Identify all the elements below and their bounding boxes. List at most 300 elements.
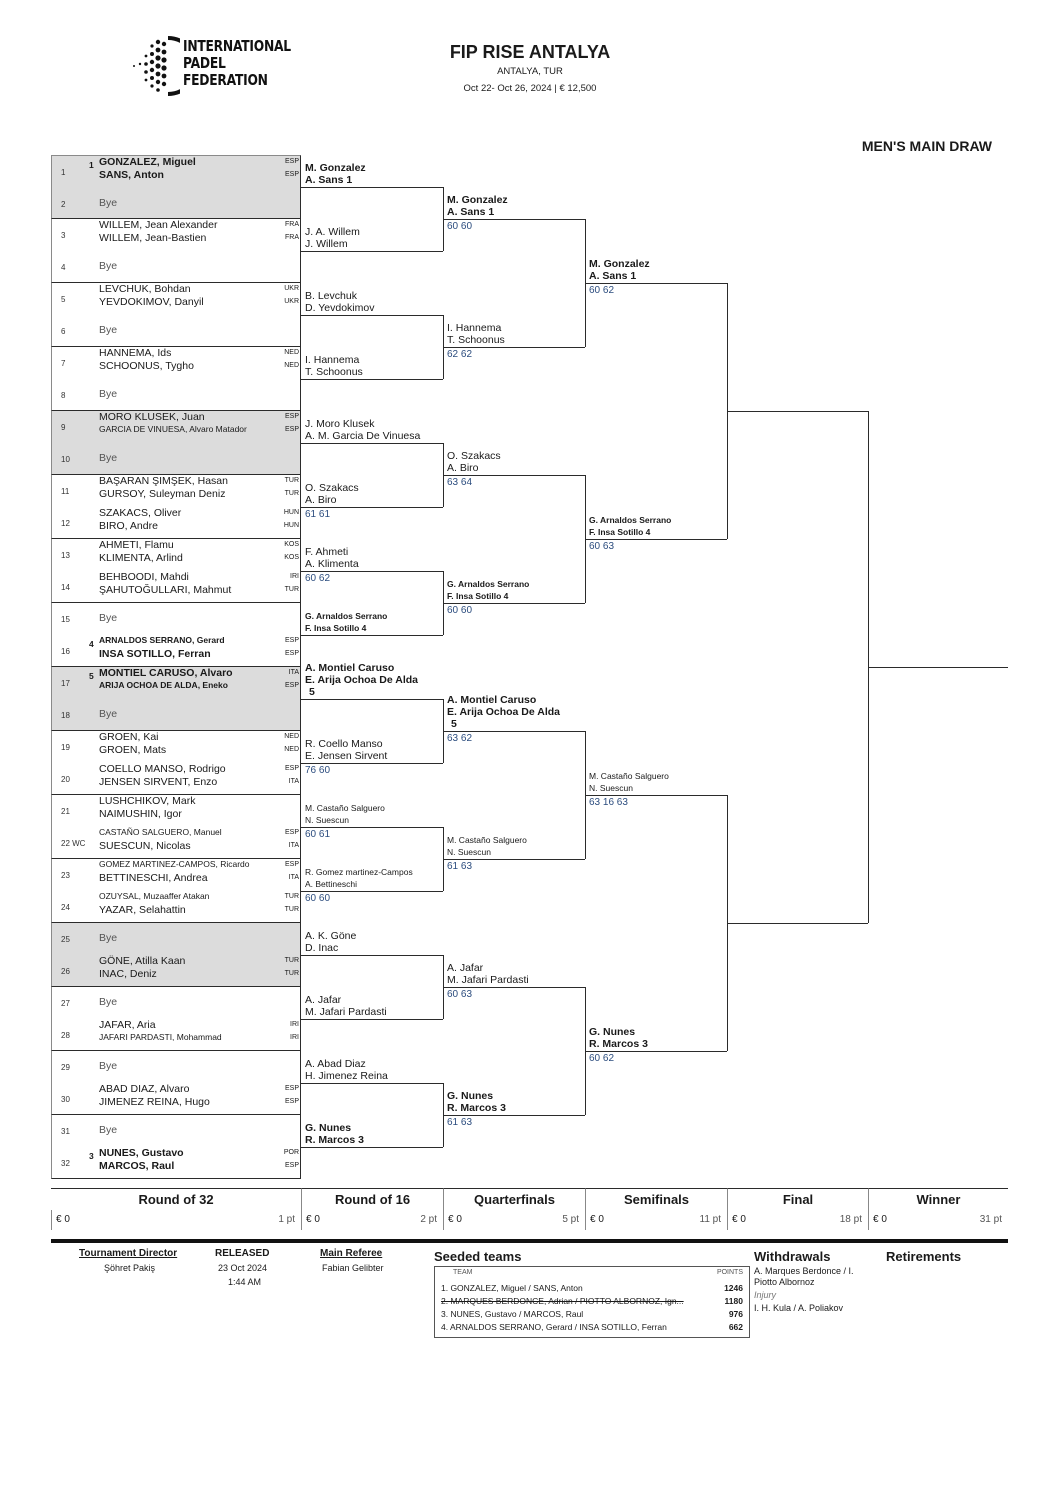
seed-row: 3. NUNES, Gustavo / MARCOS, Raul 976: [441, 1309, 743, 1319]
sf-winner-name: N. Suescun: [589, 783, 633, 793]
player-name: ŞAHUTOĞULLARI, Mahmut: [99, 584, 232, 596]
country-code: ESP: [284, 171, 299, 178]
draw-entry: [52, 763, 302, 795]
player-name: MARCOS, Raul: [99, 1160, 175, 1172]
seed-number: 5: [89, 671, 94, 681]
qf-winner-name: G. Arnaldos Serrano: [447, 579, 530, 589]
bye-label: Bye: [99, 1124, 118, 1136]
country-code: HUN: [283, 509, 299, 516]
player-name: JENSEN SIRVENT, Enzo: [99, 776, 218, 788]
country-code: KOS: [284, 541, 299, 548]
country-code: ESP: [284, 765, 299, 772]
r16-winner-name: F. Ahmeti: [305, 546, 349, 558]
draw-position: 3: [61, 231, 66, 240]
country-code: UKR: [284, 298, 299, 305]
r32-match-block: [51, 1115, 301, 1179]
draw-position: 2: [61, 200, 66, 209]
draw-position: 7: [61, 359, 66, 368]
sf-winner-name: G. Arnaldos Serrano: [589, 515, 672, 525]
sf-winner-name: R. Marcos 3: [589, 1038, 648, 1050]
country-code: NED: [284, 746, 299, 753]
r16-winner-name: D. Yevdokimov: [305, 302, 375, 314]
r32-match-block: [51, 667, 301, 731]
country-code: NED: [284, 362, 299, 369]
draw-entry: [52, 795, 302, 827]
match-score: 61 61: [305, 509, 331, 520]
r16-winner-name: G. Nunes: [305, 1122, 352, 1134]
country-code: TUR: [284, 477, 299, 484]
player-name: MONTIEL CARUSO, Alvaro: [99, 667, 233, 679]
draw-position: 8: [61, 391, 66, 400]
country-code: FRA: [285, 221, 299, 228]
r32-match-block: [51, 475, 301, 539]
country-code: NED: [284, 349, 299, 356]
draw-position: 12: [61, 519, 70, 528]
bracket-line: [443, 475, 585, 476]
match-score: 63 16 63: [589, 797, 628, 808]
player-name: ARIJA OCHOA DE ALDA, Eneko: [99, 680, 228, 690]
bracket-line: [301, 571, 443, 572]
player-name: NUNES, Gustavo: [99, 1147, 184, 1159]
draw-position: 26: [61, 967, 70, 976]
draw-entry: [52, 219, 302, 251]
country-code: TUR: [284, 893, 299, 900]
ranking-points: 5 pt: [562, 1214, 579, 1225]
player-name: YAZAR, Selahattin: [99, 904, 186, 916]
r16-winner-name: I. Hannema: [305, 354, 360, 366]
draw-entry: [52, 987, 302, 1019]
seed-number: 3: [89, 1151, 94, 1161]
country-code: NED: [284, 733, 299, 740]
draw-position: 27: [61, 999, 70, 1008]
r16-winner-name: H. Jimenez Reina: [305, 1070, 388, 1082]
seed-row: 2. MARQUES BERDONCE, Adrian / PIOTTO ALBORNOZ, Ign... 1180: [441, 1296, 743, 1306]
match-score: 60 60: [305, 893, 331, 904]
prize-money: € 0: [732, 1214, 746, 1225]
r32-match-block: [51, 859, 301, 923]
player-name: LUSHCHIKOV, Mark: [99, 795, 196, 807]
qf-winner-name: A. Montiel Caruso: [447, 694, 537, 706]
bracket-line: [301, 1019, 443, 1020]
country-code: ESP: [284, 829, 299, 836]
draw-position: 14: [61, 583, 70, 592]
player-name: GARCIA DE VINUESA, Alvaro Matador: [99, 424, 247, 434]
draw-entry: [52, 603, 302, 635]
draw-entry: [52, 1115, 302, 1147]
draw-position: 32: [61, 1159, 70, 1168]
country-code: KOS: [284, 554, 299, 561]
draw-position: 5: [61, 295, 66, 304]
bye-label: Bye: [99, 260, 118, 272]
bracket-line: [301, 891, 443, 892]
player-name: SANS, Anton: [99, 169, 164, 181]
sf-winner-name: M. Castaño Salguero: [589, 771, 669, 781]
bracket-line: [443, 219, 585, 220]
ranking-points: 1 pt: [278, 1214, 295, 1225]
draw-title: MEN'S MAIN DRAW: [861, 138, 992, 154]
bracket-line: [301, 507, 443, 508]
draw-position: 16: [61, 647, 70, 656]
draw-position: 22 WC: [61, 839, 86, 848]
draw-position: 25: [61, 935, 70, 944]
bracket-line: [443, 347, 585, 348]
country-code: UKR: [284, 285, 299, 292]
r16-winner-name: O. Szakacs: [305, 482, 359, 494]
draw-entry: [52, 955, 302, 987]
player-name: GONZALEZ, Miguel: [99, 156, 196, 168]
player-name: NAIMUSHIN, Igor: [99, 808, 182, 820]
draw-position: 15: [61, 615, 70, 624]
player-name: CASTAÑO SALGUERO, Manuel: [99, 827, 222, 837]
prize-money: € 0: [306, 1214, 320, 1225]
r16-winner-name: A. Bettineschi: [305, 879, 357, 889]
country-code: ESP: [284, 413, 299, 420]
r16-winner-name: N. Suescun: [305, 815, 349, 825]
bracket-line: [443, 859, 585, 860]
qf-winner-name: T. Schoonus: [447, 334, 505, 346]
match-score: 60 61: [305, 829, 331, 840]
bracket-line: [585, 1051, 727, 1052]
main-referee: Fabian Gelibter: [322, 1263, 384, 1273]
withdrawal-1-reason: Injury: [754, 1290, 777, 1300]
qf-winner-name: A. Sans 1: [447, 206, 495, 218]
bracket-line: [443, 731, 585, 732]
r16-winner-name: A. Abad Diaz: [305, 1058, 366, 1070]
r32-match-block: [51, 155, 301, 219]
round-prize: [51, 1210, 301, 1230]
country-code: IRI: [290, 1021, 299, 1028]
draw-entry: [52, 156, 302, 188]
qf-winner-name: E. Arija Ochoa De Alda: [447, 706, 561, 718]
released-label: RELEASED: [215, 1248, 270, 1259]
draw-position: 20: [61, 775, 70, 784]
player-name: BAŞARAN ŞIMŞEK, Hasan: [99, 475, 228, 487]
sf-winner-name: G. Nunes: [589, 1026, 636, 1038]
draw-entry: [52, 891, 302, 923]
player-name: WILLEM, Jean Alexander: [99, 219, 218, 231]
qf-winner-name: M. Jafari Pardasti: [447, 974, 529, 986]
r16-winner-name: E. Jensen Sirvent: [305, 750, 388, 762]
qf-winner-name: A. Biro: [447, 462, 479, 474]
draw-position: 6: [61, 327, 66, 336]
country-code: TUR: [284, 957, 299, 964]
draw-entry: [52, 731, 302, 763]
player-name: YEVDOKIMOV, Danyil: [99, 296, 204, 308]
player-name: GROEN, Kai: [99, 731, 159, 743]
r16-winner-name: J. A. Willem: [305, 226, 360, 238]
country-code: POR: [283, 1149, 299, 1156]
draw-position: 31: [61, 1127, 70, 1136]
bracket-line: [301, 763, 443, 764]
bracket-line: [301, 635, 443, 636]
player-name: ARNALDOS SERRANO, Gerard: [99, 635, 225, 645]
main-referee-label: Main Referee: [320, 1248, 383, 1259]
draw-position: 11: [61, 487, 70, 496]
draw-entry: [52, 859, 302, 891]
r16-winner-name: A. Jafar: [305, 994, 342, 1006]
qf-winner-name: R. Marcos 3: [447, 1102, 506, 1114]
seed-row: 4. ARNALDOS SERRANO, Gerard / INSA SOTILLO, Ferran 662: [441, 1322, 743, 1332]
r16-winner-name: M. Castaño Salguero: [305, 803, 385, 813]
seeded-teams-table: [434, 1266, 750, 1338]
bye-label: Bye: [99, 612, 118, 624]
country-code: TUR: [284, 906, 299, 913]
country-code: HUN: [283, 522, 299, 529]
draw-position: 28: [61, 1031, 70, 1040]
bye-label: Bye: [99, 932, 118, 944]
match-score: 60 60: [447, 605, 473, 616]
ranking-points: 18 pt: [839, 1214, 862, 1225]
r16-winner-name: J. Willem: [305, 238, 348, 250]
player-name: AHMETI, Flamu: [99, 539, 174, 551]
player-name: COELLO MANSO, Rodrigo: [99, 763, 226, 775]
player-name: JAFAR, Aria: [99, 1019, 156, 1031]
draw-position: 10: [61, 455, 70, 464]
r32-match-block: [51, 731, 301, 795]
player-name: INAC, Deniz: [99, 968, 157, 980]
bracket-line: [443, 987, 585, 988]
round-prize: [443, 1210, 585, 1230]
r16-winner-name: A. Klimenta: [305, 558, 359, 570]
bracket-line: [301, 827, 443, 828]
draw-entry: [52, 667, 302, 699]
player-name: KLIMENTA, Arlind: [99, 552, 183, 564]
match-score: 60 63: [447, 989, 473, 1000]
ranking-points: 2 pt: [420, 1214, 437, 1225]
player-name: JIMENEZ REINA, Hugo: [99, 1096, 210, 1108]
r16-winner-name: M. Jafari Pardasti: [305, 1006, 387, 1018]
bye-label: Bye: [99, 324, 118, 336]
withdrawals-label: Withdrawals: [754, 1249, 831, 1264]
country-code: ITA: [288, 874, 299, 881]
draw-position: 17: [61, 679, 70, 688]
draw-entry: [52, 827, 302, 859]
ranking-points: 31 pt: [979, 1214, 1002, 1225]
bye-label: Bye: [99, 708, 118, 720]
r16-winner-name: R. Gomez martinez-Campos: [305, 867, 413, 877]
country-code: ESP: [284, 682, 299, 689]
r32-match-block: [51, 923, 301, 987]
r16-winner-name: B. Levchuk: [305, 290, 357, 302]
round-prize: [301, 1210, 443, 1230]
r16-winner-name: A. Biro: [305, 494, 337, 506]
sf-winner-name: A. Sans 1: [589, 270, 637, 282]
bye-label: Bye: [99, 996, 118, 1008]
draw-entry: [52, 571, 302, 603]
prize-money: € 0: [56, 1214, 70, 1225]
bye-label: Bye: [99, 1060, 118, 1072]
match-score: 76 60: [305, 765, 331, 776]
player-name: GÖNE, Atilla Kaan: [99, 955, 186, 967]
country-code: TUR: [284, 970, 299, 977]
country-code: ESP: [284, 426, 299, 433]
bracket-line: [301, 187, 443, 188]
bye-label: Bye: [99, 197, 118, 209]
match-score: 63 62: [447, 733, 473, 744]
logo-text: INTERNATIONAL PADEL FEDERATION: [183, 37, 291, 89]
tournament-title: FIP RISE ANTALYA: [449, 42, 611, 62]
country-code: ESP: [284, 1085, 299, 1092]
qf-winner-seed: 5: [451, 718, 457, 730]
prize-money: € 0: [448, 1214, 462, 1225]
released-time: 1:44 AM: [228, 1277, 262, 1287]
r32-match-block: [51, 603, 301, 667]
draw-position: 23: [61, 871, 70, 880]
country-code: ESP: [284, 650, 299, 657]
draw-entry: [52, 347, 302, 379]
r32-match-block: [51, 987, 301, 1051]
country-code: ESP: [284, 637, 299, 644]
r16-winner-seed: 5: [309, 686, 315, 698]
r16-winner-name: M. Gonzalez: [305, 162, 366, 174]
draw-entry: [52, 635, 302, 667]
draw-position: 4: [61, 263, 66, 272]
r16-winner-name: T. Schoonus: [305, 366, 363, 378]
seed-table-header: TEAM POINTS: [453, 1269, 743, 1276]
round-header: Round of 16: [301, 1188, 443, 1210]
draw-position: 30: [61, 1095, 70, 1104]
round-header: Round of 32: [51, 1188, 301, 1210]
r32-match-block: [51, 411, 301, 475]
draw-entry: [52, 443, 302, 475]
bracket-line: [301, 699, 443, 700]
player-name: SUESCUN, Nicolas: [99, 840, 191, 852]
draw-position: 24: [61, 903, 70, 912]
retirements-label: Retirements: [886, 1249, 962, 1264]
country-code: ESP: [284, 1162, 299, 1169]
country-code: IRI: [290, 1034, 299, 1041]
withdrawal-1: A. Marques Berdonce / I. Piotto Albornoz: [754, 1266, 854, 1287]
prize-money: € 0: [590, 1214, 604, 1225]
round-prize: [727, 1210, 868, 1230]
tournament-location: ANTALYA, TUR: [497, 66, 563, 77]
tournament-dates-prize: Oct 22- Oct 26, 2024 | € 12,500: [463, 83, 597, 94]
qf-winner-name: N. Suescun: [447, 847, 491, 857]
country-code: ITA: [288, 778, 299, 785]
draw-entry: [52, 251, 302, 283]
player-name: JAFARI PARDASTI, Mohammad: [99, 1032, 222, 1042]
round-header: Final: [727, 1188, 868, 1210]
player-name: HANNEMA, Ids: [99, 347, 172, 359]
draw-entry: [52, 1019, 302, 1051]
bracket-line: [301, 443, 443, 444]
match-score: 60 62: [305, 573, 331, 584]
draw-entry: [52, 539, 302, 571]
country-code: IRI: [290, 573, 299, 580]
country-code: ESP: [284, 158, 299, 165]
seeded-teams-label: Seeded teams: [434, 1249, 522, 1264]
bracket-line: [585, 795, 727, 796]
r16-winner-name: A. K. Göne: [305, 930, 357, 942]
player-name: BEHBOODI, Mahdi: [99, 571, 189, 583]
prize-money: € 0: [873, 1214, 887, 1225]
bracket-line: [301, 251, 443, 252]
sf-winner-name: F. Insa Sotillo 4: [589, 527, 651, 537]
r16-winner-name: A. Montiel Caruso: [305, 662, 395, 674]
r16-winner-name: A. Sans 1: [305, 174, 353, 186]
match-score: 60 60: [447, 221, 473, 232]
round-header: Semifinals: [585, 1188, 727, 1210]
match-score: 61 63: [447, 861, 473, 872]
r32-match-block: [51, 539, 301, 603]
r16-winner-name: F. Insa Sotillo 4: [305, 623, 367, 633]
r32-match-block: [51, 1051, 301, 1115]
match-score: 63 64: [447, 477, 473, 488]
player-name: MORO KLUSEK, Juan: [99, 411, 205, 423]
player-name: ABAD DIAZ, Alvaro: [99, 1083, 190, 1095]
seed-row: 1. GONZALEZ, Miguel / SANS, Anton 1246: [441, 1283, 743, 1293]
draw-position: 18: [61, 711, 70, 720]
winner-line: [868, 667, 1008, 668]
draw-entry: [52, 188, 302, 220]
draw-position: 21: [61, 807, 70, 816]
player-name: BETTINESCHI, Andrea: [99, 872, 208, 884]
bracket-line: [727, 923, 868, 924]
bye-label: Bye: [99, 452, 118, 464]
r16-winner-name: R. Marcos 3: [305, 1134, 364, 1146]
ranking-points: 11 pt: [699, 1214, 721, 1225]
match-score: 62 62: [447, 349, 473, 360]
draw-position: 13: [61, 551, 70, 560]
draw-entry: [52, 507, 302, 539]
player-name: BIRO, Andre: [99, 520, 158, 532]
match-score: 60 62: [589, 285, 615, 296]
draw-entry: [52, 315, 302, 347]
bracket-line: [443, 1115, 585, 1116]
player-name: INSA SOTILLO, Ferran: [99, 648, 211, 660]
player-name: GROEN, Mats: [99, 744, 167, 756]
draw-position: 19: [61, 743, 70, 752]
draw-position: 29: [61, 1063, 70, 1072]
tournament-director: Şöhret Pakiş: [104, 1263, 156, 1273]
draw-entry: [52, 379, 302, 411]
round-prize-table: [51, 1188, 1008, 1238]
bracket-line: [301, 315, 443, 316]
round-header: Winner: [868, 1188, 1008, 1210]
draw-entry: [52, 411, 302, 443]
qf-winner-name: M. Gonzalez: [447, 194, 508, 206]
r16-winner-name: D. Inac: [305, 942, 339, 954]
country-code: ITA: [288, 669, 299, 676]
country-code: TUR: [284, 586, 299, 593]
draw-entry: [52, 283, 302, 315]
bracket-line: [585, 283, 727, 284]
bracket-line: [301, 1147, 443, 1148]
qf-winner-name: M. Castaño Salguero: [447, 835, 527, 845]
qf-winner-name: G. Nunes: [447, 1090, 494, 1102]
player-name: SCHOONUS, Tygho: [99, 360, 194, 372]
bracket-line: [585, 539, 727, 540]
draw-position: 1: [61, 168, 66, 177]
player-name: GOMEZ MARTINEZ-CAMPOS, Ricardo: [99, 859, 250, 869]
player-name: WILLEM, Jean-Bastien: [99, 232, 207, 244]
bracket-line: [301, 1083, 443, 1084]
round-header: Quarterfinals: [443, 1188, 585, 1210]
country-code: ESP: [284, 1098, 299, 1105]
r32-match-block: [51, 347, 301, 411]
match-score: 60 62: [589, 1053, 615, 1064]
released-date: 23 Oct 2024: [218, 1263, 268, 1273]
draw-entry: [52, 923, 302, 955]
draw-position: 9: [61, 423, 66, 432]
round-prize: [585, 1210, 727, 1230]
seed-number: 4: [89, 639, 94, 649]
r16-winner-name: G. Arnaldos Serrano: [305, 611, 388, 621]
player-name: GURSOY, Suleyman Deniz: [99, 488, 226, 500]
player-name: SZAKACS, Oliver: [99, 507, 182, 519]
qf-winner-name: A. Jafar: [447, 962, 484, 974]
withdrawal-2: I. H. Kula / A. Poliakov: [754, 1303, 844, 1313]
